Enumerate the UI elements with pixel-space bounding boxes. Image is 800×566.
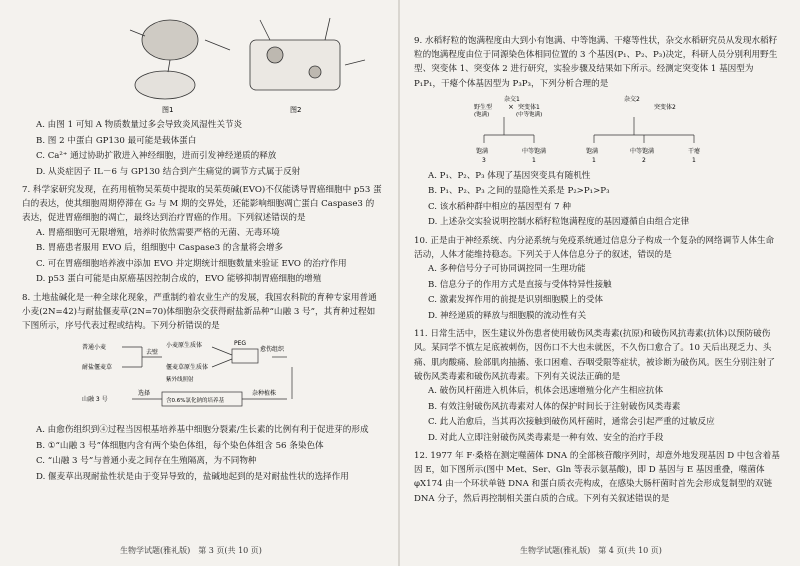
q9-f1-4: 干瘪 <box>688 147 701 155</box>
q9-f1-0: 饱满 <box>476 147 489 155</box>
q7-option-b: B. 胃癌患者服用 EVO 后，组细胞中 Caspase3 的含量将会增多 <box>36 243 284 254</box>
neuron-figure <box>110 0 370 118</box>
q8-seedling-label: 杂种植株 <box>252 390 277 398</box>
right-page <box>400 0 800 566</box>
q8-shanrong-label: 山融 3 号 <box>82 396 108 404</box>
q10-stem: 10. 正是由于神经系统、内分泌系统与免疫系统通过信息分子构成一个复杂的网络调节人体生命活动，人体才能维持稳态。下列关于人体信息分子的叙述，错误的是 <box>414 235 775 261</box>
q9-option-d: D. 上述杂交实验说明控制水稻籽粒饱满程度的基因遵循自由组合定律 <box>428 217 690 228</box>
q9-m1-sub: (中等饱满) <box>516 111 543 118</box>
q9-ratio-1: 1 <box>532 156 536 164</box>
q9-option-a: A. P₁、P₂、P₃ 体现了基因突变具有随机性 <box>428 170 591 181</box>
q11-option-d: D. 对此人立即注射破伤风类毒素是一种有效、安全的治疗手段 <box>428 432 664 443</box>
q8-stem: 8. 土地盐碱化是一种全球化现象，严重制约着农业生产的发展，我国农科院的育种专家用普通小麦(2N=42)与耐盐偃麦草(2N=70)体细胞杂交获得耐盐新品种“山融 3 号”，其育种过程如下图所示，序号代表过程或结构。下列分析错误的是 <box>22 292 377 332</box>
q9-f1-3: 中等饱满 <box>630 147 655 155</box>
q8-salt-label: 含0.6%氯化钠的培养基 <box>166 398 224 405</box>
q12-stem: 12. 1977 年 F·桑格在测定噬菌体 DNA 的全部核苷酸序列时，却意外地发现基因 D 中包含着基因 E，如下图所示(图中 Met、Ser、Gln 等表示氨基酸)，即 D 基因与 E 基因重叠，噬菌体 φX174 由一个环状单链 DNA 和蛋白质衣壳构成，在感染大肠杆菌时首先会形成复制型的双链 DNA 分子，然后再控制相关蛋白质的合成。下列有关叙述错误的是 <box>414 451 780 504</box>
q6-option-c: C. Ca²⁺ 通过协助扩散进入神经细胞，进而引发神经递质的释放 <box>36 151 277 161</box>
q10-option-c: C. 激素发挥作用的前提是识别细胞膜上的受体 <box>428 295 604 306</box>
q8-proto1-label: 小麦原生质体 <box>166 342 203 350</box>
q9-m2-label: 突变体2 <box>654 103 676 111</box>
q11-option-c: C. 此人治愈后，当其再次接触到破伤风杆菌时，通常会引起严重的过敏反应 <box>428 417 715 428</box>
q8-option-c: C. “山融 3 号”与普通小麦之间存在生殖隔离，为不同物种 <box>36 456 257 467</box>
q7-option-a: A. 胃癌细胞可无限增殖，培养时依然需要严格的无菌、无毒环境 <box>36 227 280 238</box>
q8-peg-label: PEG <box>234 340 247 348</box>
figure-1 <box>130 20 230 99</box>
q8-enzyme-label: 去壁 <box>146 349 159 357</box>
q7-stem: 7. 科学家研究发现，在药用植物吴茱萸中提取的吴茱萸碱(EVO)不仅能诱导胃癌细胞中 p53 蛋白的表达，使其细胞周期停滞在 G₂ 与 M 期的交界处，还能影响细胞凋亡蛋白 Caspase3 的表达，促进胃癌细胞的凋亡，最终达到治疗胃癌的作用。下列叙述错误的是 <box>22 185 382 224</box>
q11-stem: 11. 日常生活中，医生建议外伤患者使用破伤风类毒素(抗原)和破伤风抗毒素(抗体)以预防破伤风。某同学不慎左足底被刺伤，因伤口不大也未就医，不久伤口愈合了。10 天后出现乏力、头痛、肌肉酸痛、脸部肌肉抽搐、张口困难、吞咽受限等症状，被诊断为破伤风。医生分别注射了破伤风类毒素和破伤风抗毒素。下列有关说法正确的是 <box>414 329 775 382</box>
q9-option-b: B. P₁、P₂、P₃ 之间的显隐性关系是 P₂>P₁>P₃ <box>428 186 610 197</box>
q9-ratio-4: 1 <box>692 156 696 164</box>
q9-m1-label: 突变体1 <box>518 103 540 111</box>
q9-f1-2: 饱满 <box>586 147 599 155</box>
q9-ratio-2: 1 <box>592 156 596 164</box>
q8-select-label: 选择 <box>138 390 151 398</box>
q9-option-c: C. 该水稻种群中相应的基因型有 7 种 <box>428 201 571 212</box>
q7-option-c: C. 可在胃癌细胞培养液中添加 EVO 并定期统计细胞数量来验证 EVO 的治疗作用 <box>36 258 347 269</box>
q8-option-b: B. ①“山融 3 号”体细胞内含有两个染色体组，每个染色体组含 56 条染色体 <box>36 440 324 451</box>
q6-option-d: D. 从炎症因子 IL－6 与 GP130 结合到产生痛觉的调节方式属于反射 <box>36 166 301 177</box>
q9-ratio-0: 3 <box>482 156 486 164</box>
q9-stem: 9. 水稻籽粒的饱满程度由大到小有饱满、中等饱满、干瘪等性状，杂交水稻研究员从发现水稻籽粒的饱满程度由位于同源染色体相同位置的 3 个基因(P₁、P₂、P₃)决定，科研人员分别利用野生型、突变体 1、突变体 2 进行研究，实验步骤及结果如下所示。经测定突变体 1 基因型为 P₁P₁，干瘪个体基因型为 P₃P₃，下列分析合理的是 <box>414 36 778 89</box>
q8-wheat-label: 普通小麦 <box>82 344 107 352</box>
q8-grass-label: 耐盐偃麦草 <box>82 364 113 372</box>
q8-option-d: D. 偃麦草出现耐盐性状是由于变异导致的，盐碱地起到的是对耐盐性状的选择作用 <box>36 471 349 482</box>
q9-f1-1: 中等饱满 <box>522 147 547 155</box>
q10-option-d: D. 神经递质的释放与细胞膜的流动性有关 <box>428 310 587 321</box>
figure-1-label: 图1 <box>162 106 174 114</box>
left-footer: 生物学试题(雅礼版) 第 3 页(共 10 页) <box>120 546 262 555</box>
q7-option-d: D. p53 蛋白可能是由原癌基因控制合成的，EVO 能够抑制胃癌细胞的增殖 <box>36 274 322 285</box>
figure-2 <box>250 18 365 90</box>
q6-option-a: A. 由图 1 可知 A 物质数量过多会导致炎风湿性关节炎 <box>36 120 243 130</box>
q10-option-a: A. 多种信号分子可协同调控同一生理功能 <box>428 264 586 275</box>
q9-cross-symbol: × <box>508 102 514 111</box>
q8-option-a: A. 由愈伤组织到④过程当因根基培养基中细胞分裂素/生长素的比例有利于促进芽的形成 <box>36 425 369 436</box>
q9-cross-diagram <box>474 95 714 165</box>
q11-option-b: B. 有效注射破伤风抗毒素对人体的保护时间长于注射破伤风类毒素 <box>428 401 681 412</box>
q6-option-b: B. 图 2 中蛋白 GP130 最可能是载体蛋白 <box>36 135 197 146</box>
q9-wild-label: 野生型 <box>474 103 493 111</box>
q8-proto2-label: 偃麦草原生质体 <box>166 364 209 372</box>
right-footer: 生物学试题(雅礼版) 第 4 页(共 10 页) <box>520 546 662 555</box>
q9-cross1-label: 杂交1 <box>504 95 520 103</box>
q10-option-b: B. 信息分子的作用方式是直接与受体特异性接触 <box>428 279 612 290</box>
q9-wild-sub: (饱满) <box>474 111 490 118</box>
figure-2-label: 图2 <box>290 106 302 114</box>
q8-callus-label: 愈伤组织 <box>260 346 285 354</box>
q9-cross2-label: 杂交2 <box>624 95 640 103</box>
q9-ratio-3: 2 <box>642 156 646 164</box>
q11-option-a: A. 破伤风杆菌进入机体后，机体会迅速增殖分化产生相应抗体 <box>428 386 664 397</box>
q8-breeding-diagram <box>82 337 332 419</box>
q8-uv-label: 紫外线照射 <box>166 377 194 384</box>
